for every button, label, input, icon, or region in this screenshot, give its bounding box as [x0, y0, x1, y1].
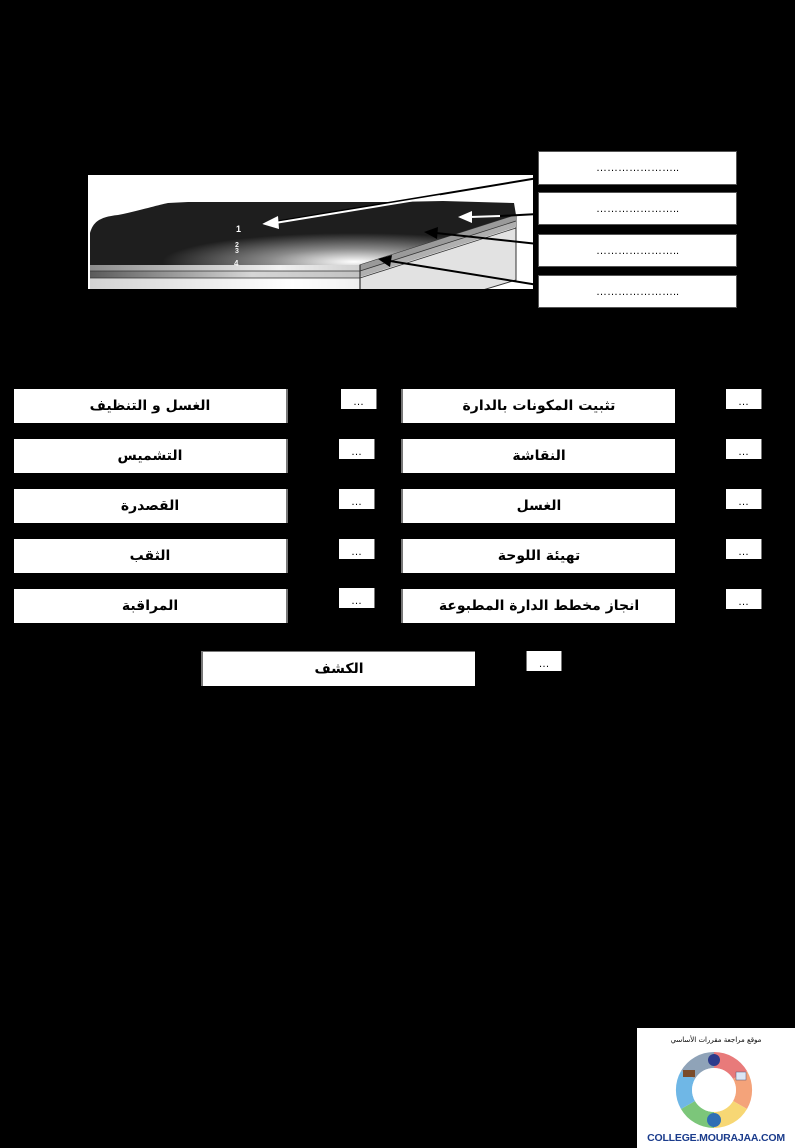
step-label: النقاشة: [512, 448, 566, 464]
step-label: انجاز مخطط الدارة المطبوعة: [438, 598, 640, 614]
step-label: الغسل و التنظيف: [89, 398, 211, 414]
placeholder-dots: …………………..: [595, 202, 680, 215]
order-field[interactable]: [726, 539, 762, 559]
order-field[interactable]: [526, 651, 562, 671]
order-field[interactable]: [341, 389, 377, 409]
order-placeholder: …: [738, 596, 749, 608]
placeholder-dots: …………………..: [595, 162, 680, 174]
step-inspection: [14, 589, 288, 623]
order-placeholder: …: [738, 446, 749, 458]
step-washing: [401, 489, 675, 523]
order-field[interactable]: [726, 389, 762, 409]
step-tinning: [14, 489, 288, 523]
order-field[interactable]: [726, 589, 762, 609]
step-label: الغسل: [516, 498, 562, 514]
step-label: المراقبة: [121, 598, 179, 614]
order-field[interactable]: [339, 539, 375, 559]
order-placeholder: …: [351, 546, 362, 558]
layer-label-field-2[interactable]: [538, 192, 737, 225]
step-label: الكشف: [314, 661, 364, 677]
site-logo: [637, 1028, 795, 1148]
step-label: تثبيت المكونات بالدارة: [462, 398, 616, 414]
step-label: التشميس: [117, 448, 183, 464]
arrow-head-icon: [424, 227, 438, 239]
step-mount-components: [401, 389, 675, 423]
layer-label-field-3[interactable]: [538, 234, 737, 267]
arrow-head-icon: [378, 255, 392, 267]
logo-arc-text: موقع مراجعة مقررات الأساسي: [670, 1036, 762, 1044]
placeholder-dots: …………………..: [595, 244, 680, 257]
layer-number-4: 4: [234, 259, 239, 268]
layer-label-field-1[interactable]: [538, 151, 737, 185]
layer-number-1: 1: [236, 224, 242, 234]
order-placeholder: …: [538, 658, 550, 670]
order-placeholder: …: [351, 595, 362, 607]
layer-number-3: 3: [235, 248, 239, 255]
layer-label-field-4[interactable]: [538, 275, 737, 308]
order-field[interactable]: [339, 439, 375, 459]
order-placeholder: …: [738, 546, 749, 558]
step-etching: [401, 439, 675, 473]
order-field[interactable]: [339, 489, 375, 509]
step-developing: [201, 651, 475, 686]
order-field[interactable]: [726, 439, 762, 459]
logo-ring-icon: [637, 1028, 795, 1148]
order-placeholder: …: [351, 496, 362, 508]
logo-caption: COLLEGE.MOURAJAA.COM: [647, 1132, 785, 1144]
order-field[interactable]: [726, 489, 762, 509]
step-label: تهيئة اللوحة: [497, 548, 581, 564]
layer-number-2: 2: [235, 242, 239, 249]
placeholder-dots: …………………..: [595, 285, 680, 298]
step-board-preparation: [401, 539, 675, 573]
step-label: القصدرة: [120, 498, 180, 514]
order-field[interactable]: [339, 588, 375, 608]
order-placeholder: …: [351, 446, 362, 458]
step-washing-cleaning: [14, 389, 288, 423]
order-placeholder: …: [738, 496, 749, 508]
step-label: الثقب: [129, 548, 171, 564]
order-placeholder: …: [738, 396, 749, 408]
order-placeholder: …: [353, 396, 364, 408]
step-exposure: [14, 439, 288, 473]
arrow-head-icon: [262, 216, 279, 229]
step-drilling: [14, 539, 288, 573]
step-draw-circuit-layout: [401, 589, 675, 623]
arrow-head-icon: [458, 211, 472, 223]
